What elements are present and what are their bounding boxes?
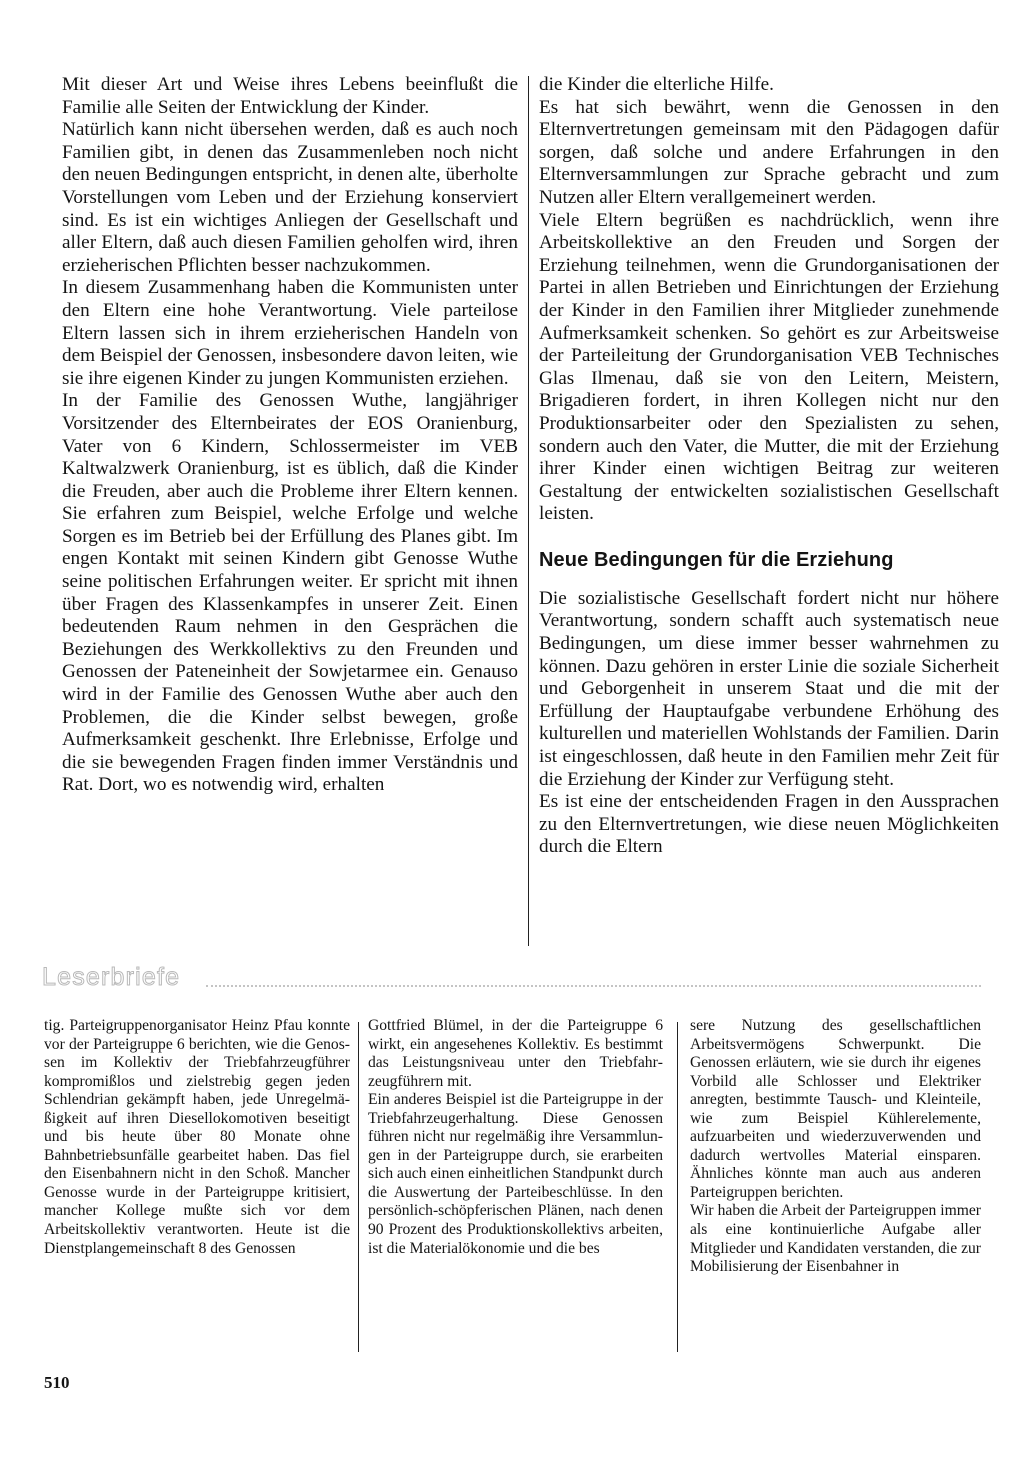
column-divider [358,1022,359,1352]
paragraph: Viele Eltern begrüßen es nachdrücklich, wenn ihre Arbeitskollektive an den Freuden und Sorgen der Erziehung teilnehmen, wenn die Grundorganisationen der Partei in allen Betrieben und Einrichtungen der Erziehung der Kinder in den Familien ihrer Mitglieder zunehmende Aufmerksamkeit schenken. So gehört es zur Arbeitsweise der Parteileitung der Grundorganisation VEB Technisches Glas Ilmenau, daß sie von den Leitern, Meistern, Brigadieren fordert, in ihren Kollegen nicht nur den Produktionsarbeiter oder den Spezialisten zu sehen, sondern auch den Vater, die Mutter, die mit der Erziehung ihrer Kinder einen wichtigen Beitrag zur weiteren Gestaltung der entwickelten sozialistischen Gesellschaft leisten. [539,209,999,525]
letters-section-label: Leserbriefe [42,963,181,991]
paragraph: Es hat sich bewährt, wenn die Genossen in den Elternvertretungen gemeinsam mit den Pädagogen dafür sorgen, daß solche und andere Erfahrungen in den Elternversammlungen zur Sprache gebracht und zum Nutzen aller Eltern verallgemeinert werden. [539,96,999,208]
column-divider [677,1022,678,1352]
paragraph: Mit dieser Art und Weise ihres Lebens beeinflußt die Familie alle Seiten der Entwicklung der Kinder. [62,74,518,118]
paragraph: tig. Parteigruppenorganisator Heinz Pfau konnte vor der Parteigruppe 6 berichten, wie die Genossen im Kollektiv der Triebfahrzeugführer kompromißlos und zielstrebig gegen jeden Schlendrian gekämpft haben, jede Unregelmäßigkeit auf ihren Diesellokomotiven beseitigt und bis heute über 80 Monate ohne Bahnbetriebsunfälle gearbeitet haben. Das fiel den Eisenbahnern nicht in den Schoß. Mancher Genosse wurde in der Parteigruppe kritisiert, mancher Kollege mußte sich vor dem Arbeitskollektiv verantworten. Heute ist die Dienstplangemeinschaft 8 des Genossen [44,1017,350,1257]
letters-dotted-rule [206,985,981,987]
article-column-right [539,74,999,859]
page-number: 510 [44,1373,70,1392]
paragraph: die Kinder die elterliche Hilfe. [539,74,774,95]
paragraph: Wir haben die Arbeit der Parteigruppen immer als eine kontinuierliche Aufgabe aller Mitglieder und Kandidaten verstanden, die zur Mobilisierung der Eisenbahner in [690,1202,981,1276]
letters-column-1 [44,1017,350,1258]
column-divider [528,76,529,946]
letters-column-3 [690,1017,981,1277]
paragraph: In der Familie des Genossen Wuthe, langjähriger Vorsitzender des Elternbeirates der EOS Oranienburg, Vater von 6 Kindern, Schlossermeister im VEB Kaltwalzwerk Oranienburg, ist es üblich, daß die Kinder die Freuden, aber auch die Probleme ihrer Eltern kennen. Sie erfahren zum Beispiel, welche Erfolge und welche Sorgen es im Betrieb bei der Erfüllung des Planes gibt. Im engen Kontakt mit seinen Kindern gibt Genosse Wuthe seine politischen Erfahrungen weiter. Er spricht mit ihnen über Fragen des Klassenkampfes in unserer Zeit. Einen bedeutenden Raum nehmen in den Gesprächen die Beziehungen des Werkkollektivs zu den Freunden und Genossen der Pateneinheit der Sowjetarmee ein. Genauso wird in der Familie des Genossen Wuthe aber auch den Problemen, die die Kinder selbst bewegen, große Aufmerksamkeit geschenkt. Ihre Erlebnisse, Erfolge und die sie bewegenden Fragen finden immer Verständnis und Rat. Dort, wo es notwendig wird, erhalten [62,390,518,796]
paragraph: Natürlich kann nicht übersehen werden, daß es auch noch Familien gibt, in denen das Zusammenleben noch nicht den neuen Bedingungen entspricht, in denen alte, überholte Vorstellungen vom Leben und der Erziehung konserviert sind. Es ist ein wichtiges Anliegen der Gesellschaft und aller Eltern, daß auch diesen Familien geholfen wird, ihren erzieherischen Pflichten besser nachzukommen. [62,119,518,276]
paragraph: Es ist eine der entscheidenden Fragen in den Aussprachen zu den Elternvertretungen, wie diese neuen Möglichkeiten durch die Eltern [539,791,999,858]
paragraph: Gottfried Blümel, in der die Parteigruppe 6 wirkt, ein angesehenes Kollektiv. Es bestimmt das Leistungsniveau unter den Triebfahrzeugführern mit. [368,1017,663,1090]
section-heading: Neue Bedingungen für die Erziehung [539,548,894,571]
paragraph: Die sozialistische Gesellschaft fordert nicht nur höhere Verantwortung, sondern schafft auch systematisch neue Bedingungen, um diese immer besser wahrnehmen zu können. Dazu gehören in erster Linie die soziale Sicherheit und Geborgenheit in unserem Staat und die mit der Erfüllung der Hauptaufgabe verbundene Erhöhung des kulturellen und materiellen Wohlstands der Familien. Darin ist eingeschlossen, daß heute in den Familien mehr Zeit für die Erziehung der Kinder zur Verfügung steht. [539,587,999,790]
paragraph: In diesem Zusammenhang haben die Kommunisten unter den Eltern eine hohe Verantwortung. Viele parteilose Eltern lassen sich in ihrem erzieherischen Handeln von dem Beispiel der Genossen, insbesondere davon leiten, wie sie ihre eigenen Kinder zu jungen Kommunisten erziehen. [62,277,518,389]
letters-column-2 [368,1017,663,1258]
paragraph: Ein anderes Beispiel ist die Parteigruppe in der Triebfahrzeugerhaltung. Diese Genossen führen nicht nur regelmäßig ihre Versammlungen in der Parteigruppe durch, sie erarbeiten sich auch einen einheitlichen Standpunkt durch die Auswertung der Parteibeschlüsse. In den persönlich-schöpferischen Plänen, nach denen 90 Prozent des Produktionskollektivs arbeiten, ist die Materialökonomie und die bes [368,1091,663,1257]
paragraph: sere Nutzung des gesellschaftlichen Arbeitsvermögens Schwerpunkt. Die Genossen erläutern, wie sie durch ihr eigenes Vorbild alle Schlosser und Elektriker anregten, bestimmte Tausch- und Kleinteile, wie zum Beispiel Kühlerelemente, aufzuarbeiten und wiederzuverwenden und dadurch wertvolles Material einsparen. Ähnliches könnte man auch aus anderen Parteigruppen berichten. [690,1017,981,1201]
article-column-left [62,74,518,797]
